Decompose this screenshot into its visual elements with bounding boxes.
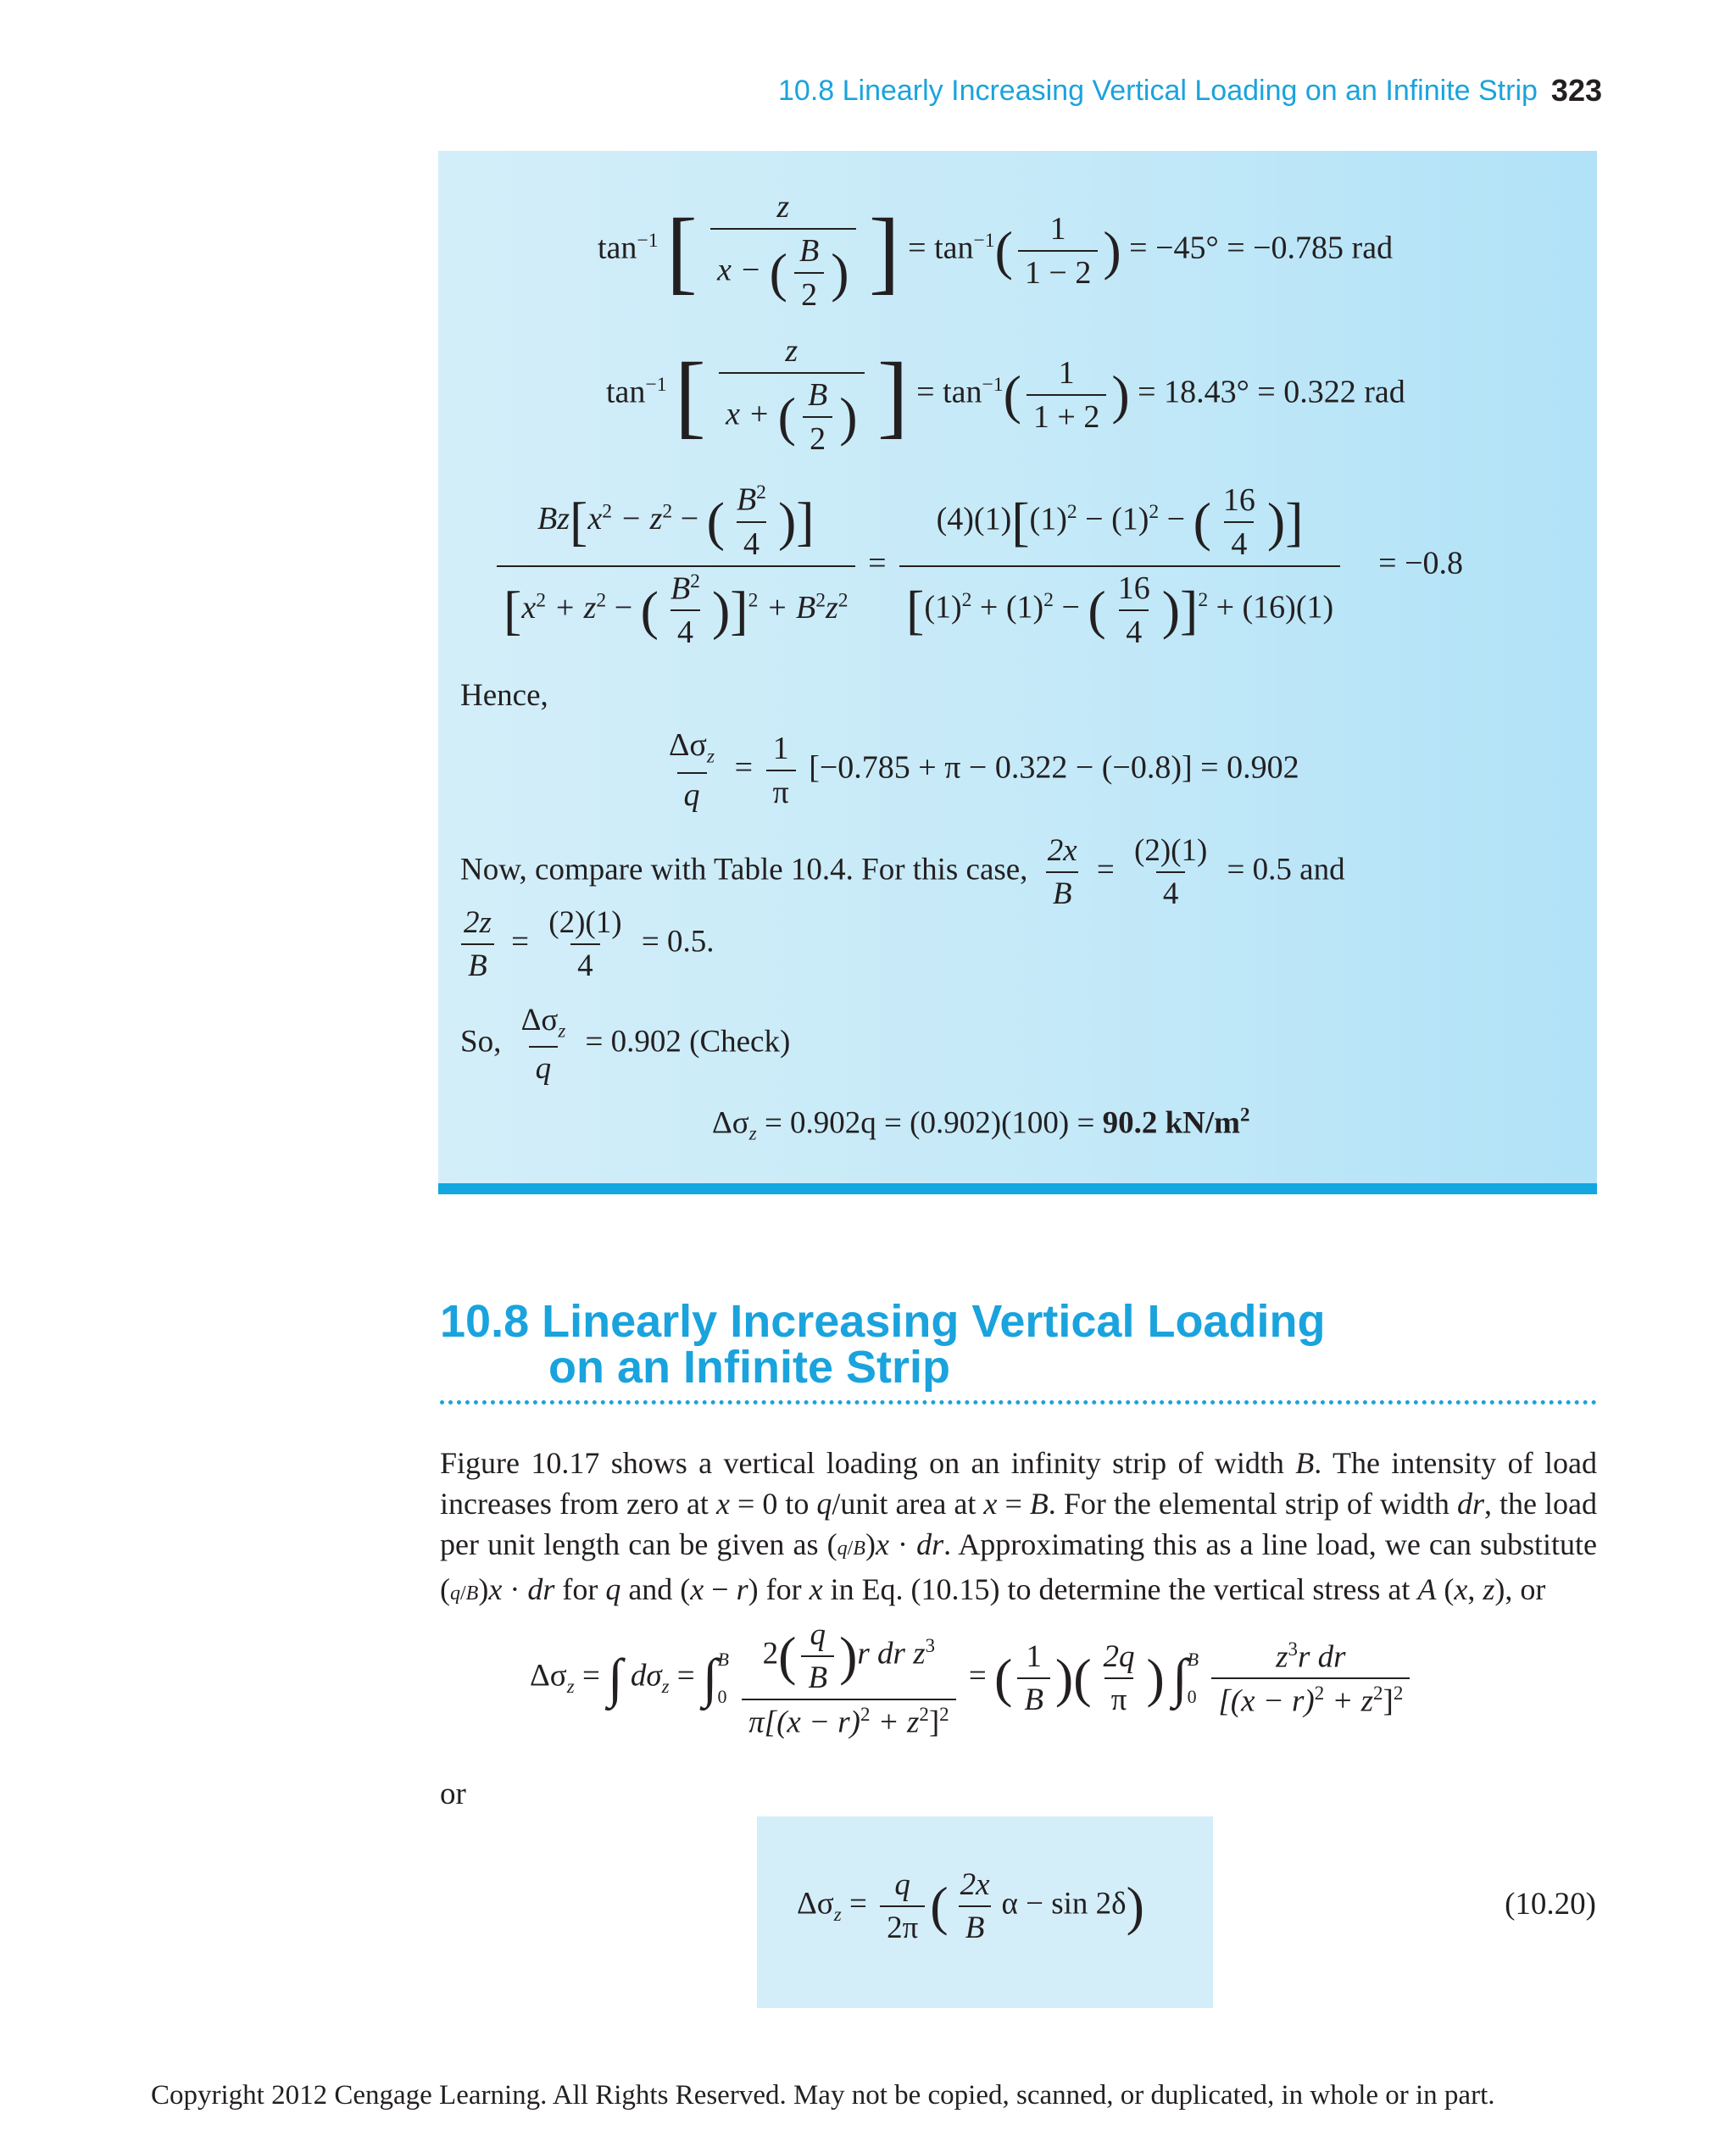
two-x: 2x bbox=[1047, 833, 1077, 868]
two-z: 2z bbox=[464, 905, 492, 940]
text: ( bbox=[1436, 1572, 1455, 1606]
var: B bbox=[1029, 1487, 1049, 1521]
z-var: z bbox=[825, 589, 838, 626]
plus-sixteen-one: + (16)(1) bbox=[1216, 589, 1334, 626]
q-var: q bbox=[810, 1617, 826, 1652]
var: q bbox=[450, 1582, 460, 1605]
plus-z: + z bbox=[870, 1705, 920, 1740]
sup-2: 2 bbox=[1149, 500, 1160, 523]
integrand-den: π[(x − r) bbox=[748, 1705, 861, 1740]
tan-func-2: tan bbox=[934, 230, 974, 266]
sub-z: z bbox=[706, 745, 715, 768]
body-paragraph bbox=[440, 1443, 1597, 1614]
plus-B: + B bbox=[765, 589, 816, 626]
q-var: q bbox=[683, 777, 700, 814]
eq1-result: = −45° = −0.785 rad bbox=[1129, 230, 1394, 266]
section-heading bbox=[440, 1296, 1326, 1393]
upper-limit: B bbox=[1187, 1649, 1199, 1671]
x-minus: x − bbox=[717, 252, 762, 288]
two: 2 bbox=[794, 272, 824, 311]
two-pi: 2π bbox=[880, 1905, 925, 1944]
text: ), or bbox=[1494, 1572, 1546, 1606]
pi: π bbox=[1104, 1677, 1134, 1716]
tan-func: tan bbox=[598, 230, 637, 266]
example-bottom-rule bbox=[438, 1183, 1597, 1194]
close-bracket: ] bbox=[928, 1705, 940, 1740]
inverse-sup-2: −1 bbox=[982, 374, 1004, 397]
close-bracket: ] bbox=[1383, 1683, 1394, 1719]
text: / bbox=[460, 1582, 466, 1605]
plus-z: + z bbox=[554, 589, 597, 626]
lower-limit: 0 bbox=[717, 1686, 727, 1708]
or-label: or bbox=[440, 1777, 466, 1811]
sup-2: 2 bbox=[602, 500, 612, 523]
integral-equation: $\Delta\sigma_z$ = ∫ $d\sigma_z$ = ∫ B 0 2( $\frac{q}{B}$ )r dr $z^3$ $\pi[(x - r)^2 + z^2]^2$ = ( $\frac{1}{B}$ )( $\frac{2q}{\pi}$ ) ∫ B 0 $\frac{z^3r dr}{[(x - r)^2 + z^2]^2}$ bbox=[530, 1619, 1415, 1738]
answer-sup: 2 bbox=[1239, 1104, 1250, 1126]
sup-2: 2 bbox=[837, 589, 849, 612]
q-var: q bbox=[894, 1867, 910, 1902]
text: . For the elemental strip of width bbox=[1048, 1487, 1457, 1521]
sub-z: z bbox=[748, 1122, 757, 1144]
text: , the load per unit length can be given as ( bbox=[440, 1487, 1597, 1561]
equation-10-20: $\Delta\sigma_z$ = $\frac{q}{2\pi}$ ( $\frac{2x}{B}$ α − sin 2δ) bbox=[797, 1867, 1144, 1945]
equals: = bbox=[676, 1658, 695, 1694]
inverse-sup: −1 bbox=[637, 230, 659, 253]
text: for bbox=[554, 1572, 606, 1606]
equals: = bbox=[968, 1658, 987, 1694]
so-tail: = 0.902 (Check) bbox=[585, 1024, 791, 1060]
equation-stress-ratio bbox=[657, 727, 1299, 814]
text: = bbox=[997, 1487, 1030, 1521]
sup-2: 2 bbox=[860, 1704, 871, 1725]
sup-2: 2 bbox=[690, 570, 700, 592]
one-paren: (1) bbox=[924, 589, 962, 626]
Bz: Bz bbox=[537, 501, 570, 537]
sup-2: 2 bbox=[748, 589, 759, 612]
var: x bbox=[488, 1572, 503, 1606]
var: q bbox=[816, 1487, 832, 1521]
r-dr-z: r dr z bbox=[857, 1636, 926, 1671]
four: 4 bbox=[1156, 871, 1186, 909]
text: = 0 to bbox=[729, 1487, 817, 1521]
num-one: 1 bbox=[1049, 211, 1066, 247]
sup-2: 2 bbox=[815, 589, 826, 612]
minus: − bbox=[1166, 501, 1186, 537]
one-paren: (1) bbox=[1029, 501, 1067, 537]
inverse-sup-2: −1 bbox=[973, 230, 995, 253]
x-var: x bbox=[521, 589, 537, 626]
text: · bbox=[502, 1572, 528, 1606]
arctan-arg-fraction: z x + ( $\frac{B}{2}$ ) bbox=[719, 335, 864, 455]
two: 2 bbox=[803, 416, 832, 455]
sup-2: 2 bbox=[1066, 500, 1077, 523]
x-plus: x + bbox=[726, 396, 771, 432]
four-times-one: (4)(1) bbox=[936, 501, 1012, 537]
two: 2 bbox=[762, 1636, 779, 1671]
B-var: B bbox=[736, 481, 757, 518]
minus: − bbox=[614, 589, 633, 626]
section-title-line2: on an Infinite Strip bbox=[548, 1342, 950, 1393]
compare-line2-tail: = 0.5. bbox=[641, 924, 715, 959]
den-one-plus-two: 1 + 2 bbox=[1027, 394, 1106, 433]
var: z bbox=[1483, 1572, 1495, 1606]
var: x bbox=[875, 1527, 889, 1561]
sup-2: 2 bbox=[662, 500, 673, 523]
text: /unit area at bbox=[832, 1487, 984, 1521]
B-var: B bbox=[807, 377, 828, 413]
sup-2: 2 bbox=[536, 589, 546, 612]
integral-sign: ∫ bbox=[1172, 1648, 1188, 1709]
four: 4 bbox=[737, 521, 766, 560]
sup-2: 2 bbox=[1393, 1683, 1404, 1705]
var: q bbox=[605, 1572, 621, 1606]
text: in Eq. (10.15) to determine the vertical stress at bbox=[822, 1572, 1418, 1606]
text: / bbox=[847, 1538, 854, 1560]
var: A bbox=[1417, 1572, 1437, 1606]
var: q bbox=[837, 1538, 848, 1560]
var: x bbox=[983, 1487, 998, 1521]
x-var: x bbox=[587, 501, 603, 537]
sub-z: z bbox=[558, 1020, 566, 1042]
B-var: B bbox=[670, 570, 691, 607]
equals: = bbox=[916, 374, 935, 410]
one: 1 bbox=[1026, 1639, 1042, 1675]
var: dr bbox=[1456, 1487, 1484, 1521]
sub-z: z bbox=[566, 1676, 575, 1698]
arctan-arg-fraction: z x − ( $\frac{B}{2}$ ) bbox=[710, 191, 855, 311]
text: − bbox=[704, 1572, 737, 1606]
compare-line-2 bbox=[452, 907, 714, 982]
eq4-body: [−0.785 + π − 0.322 − (−0.8)] = 0.902 bbox=[809, 749, 1299, 786]
compare-line bbox=[460, 835, 1345, 909]
B-var: B bbox=[468, 948, 487, 983]
sup-2: 2 bbox=[1314, 1683, 1325, 1705]
integrand-fraction: 2( $\frac{q}{B}$ )r dr $z^3$ $\pi[(x - r)^2 + z^2]^2$ bbox=[742, 1619, 955, 1738]
minus: − bbox=[1061, 589, 1080, 626]
delta-sigma: Δσ bbox=[530, 1658, 567, 1694]
sub-z: z bbox=[661, 1676, 670, 1698]
section-title-line1: Linearly Increasing Vertical Loading bbox=[542, 1296, 1326, 1347]
one: 1 bbox=[772, 730, 789, 766]
tan-func: tan bbox=[606, 374, 646, 410]
B-var: B bbox=[965, 1911, 985, 1945]
sixteen: 16 bbox=[1117, 570, 1150, 606]
equation-ratio-term bbox=[492, 481, 1464, 651]
text: , bbox=[1467, 1572, 1483, 1606]
sup-2: 2 bbox=[919, 1704, 929, 1725]
delta-sigma: Δσ bbox=[520, 1003, 559, 1037]
minus-one-paren: − (1) bbox=[1085, 501, 1149, 537]
upper-limit: B bbox=[717, 1649, 729, 1671]
eq3-result: = −0.8 bbox=[1378, 545, 1464, 581]
two-times-one: (2)(1) bbox=[548, 905, 622, 940]
equals: = bbox=[908, 230, 926, 266]
z-var: z bbox=[785, 333, 798, 369]
running-header-title: 10.8 Linearly Increasing Vertical Loading on an Infinite Strip bbox=[778, 75, 1538, 107]
var: dr bbox=[916, 1527, 944, 1561]
tan-func-2: tan bbox=[943, 374, 982, 410]
hence-label: Hence, bbox=[460, 678, 548, 713]
integrand-den-2: [(x − r) bbox=[1218, 1683, 1315, 1719]
equals: = bbox=[734, 749, 754, 786]
two-times-one: (2)(1) bbox=[1134, 833, 1208, 868]
lower-limit: 0 bbox=[1187, 1686, 1197, 1708]
text: and ( bbox=[620, 1572, 691, 1606]
var: dr bbox=[527, 1572, 555, 1606]
text: ) bbox=[478, 1572, 489, 1606]
var: x bbox=[1454, 1572, 1468, 1606]
text: Figure 10.17 shows a vertical loading on an infinity strip of width bbox=[440, 1446, 1296, 1480]
delta-sigma: Δσ bbox=[669, 727, 707, 763]
integral-sign: ∫ bbox=[702, 1648, 718, 1709]
minus: − bbox=[680, 501, 699, 537]
sup-3: 3 bbox=[1288, 1638, 1298, 1660]
integral-sign: ∫ bbox=[608, 1648, 623, 1709]
text: . Approximating this as a line load, we can substitute ( bbox=[440, 1527, 1597, 1606]
var: B bbox=[465, 1582, 479, 1605]
equals: = bbox=[868, 545, 887, 581]
equation-arctan-minus: $\tan^{-1}$ [ z x − ( $\frac{B}{2}$ ) ] = $\tan^{-1}$( $\frac{1}{1 - 2}$ ) = −45° = −0.785 rad bbox=[598, 189, 1394, 313]
alpha-minus-sin: α − sin 2δ bbox=[1001, 1886, 1127, 1922]
rhs-big-fraction: $(4)(1)[(1)^2 - (1)^2$ − ( $\frac{16}{4}$ )] [$(1)^2 + (1)^2$ − ( $\frac{16}{4}$ )]$^2$ + (16)(1) bbox=[899, 484, 1340, 648]
final-body: = 0.902q = (0.902)(100) = bbox=[756, 1105, 1103, 1141]
two-q: 2q bbox=[1103, 1639, 1135, 1675]
sup-2: 2 bbox=[1373, 1683, 1383, 1705]
section-dotted-rule bbox=[440, 1400, 1597, 1404]
delta-sigma: Δσ bbox=[712, 1105, 749, 1141]
equals: = bbox=[849, 1886, 867, 1922]
text: ) for bbox=[748, 1572, 810, 1606]
den-one-minus-two: 1 − 2 bbox=[1018, 250, 1098, 289]
B-var: B bbox=[808, 1660, 828, 1695]
text: · bbox=[888, 1527, 917, 1561]
section-number: 10.8 bbox=[440, 1296, 530, 1347]
copyright-notice: Copyright 2012 Cengage Learning. All Rights Reserved. May not be copied, scanned, or duplicated, in whole or in part. bbox=[151, 2080, 1495, 2111]
r-dr: r dr bbox=[1297, 1639, 1346, 1675]
four: 4 bbox=[570, 943, 600, 982]
equation-arctan-plus: $\tan^{-1}$ [ z x + ( $\frac{B}{2}$ ) ] = $\tan^{-1}$( $\frac{1}{1 + 2}$ ) = 18.43° = 0.322 rad bbox=[606, 333, 1405, 457]
four: 4 bbox=[1224, 521, 1254, 560]
delta-sigma: Δσ bbox=[797, 1886, 834, 1922]
sup-2: 2 bbox=[1198, 588, 1209, 611]
two-x: 2x bbox=[960, 1867, 990, 1902]
sup-2: 2 bbox=[596, 589, 607, 612]
text: . The intensity of load increases from zero at bbox=[440, 1446, 1597, 1521]
var: B bbox=[1295, 1446, 1315, 1480]
plus-one-paren: + (1) bbox=[979, 589, 1044, 626]
plus-z: + z bbox=[1324, 1683, 1374, 1719]
num-one: 1 bbox=[1058, 355, 1075, 391]
sup-2: 2 bbox=[756, 481, 766, 503]
integrand-fraction-2 bbox=[1211, 1640, 1410, 1717]
B-var: B bbox=[798, 233, 820, 269]
var: x bbox=[690, 1572, 704, 1606]
equals: = bbox=[1096, 852, 1115, 887]
lhs-big-fraction: $Bz[x^2 - z^2$ − ( $\frac{B^2}{4}$ )] [$x^2 + z^2$ − ( $\frac{B^2}{4}$ )]$^2 + B^2z^2$ bbox=[497, 483, 855, 648]
compare-text: Now, compare with Table 10.4. For this case, bbox=[460, 852, 1028, 887]
minus-z: − z bbox=[620, 501, 663, 537]
var: x bbox=[715, 1487, 730, 1521]
var: B bbox=[853, 1538, 865, 1560]
sup-2: 2 bbox=[1043, 588, 1054, 611]
inverse-sup: −1 bbox=[645, 374, 667, 397]
pi: π bbox=[766, 770, 796, 809]
equals: = bbox=[581, 1658, 600, 1694]
equation-number: (10.20) bbox=[1505, 1887, 1596, 1922]
final-answer: 90.2 kN/m bbox=[1102, 1105, 1240, 1141]
so-line bbox=[460, 1003, 791, 1087]
final-stress-equation bbox=[712, 1106, 1249, 1144]
q-var: q bbox=[535, 1051, 552, 1087]
text: ) bbox=[865, 1527, 876, 1561]
var: r bbox=[736, 1572, 748, 1606]
B-var: B bbox=[1024, 1683, 1043, 1718]
eq2-result: = 18.43° = 0.322 rad bbox=[1138, 374, 1405, 410]
B-var: B bbox=[1052, 876, 1072, 911]
page-number: 323 bbox=[1550, 73, 1602, 108]
sup-3: 3 bbox=[925, 1635, 936, 1657]
sub-z: z bbox=[833, 1903, 842, 1925]
four: 4 bbox=[670, 609, 700, 648]
sup-2: 2 bbox=[961, 588, 972, 611]
z-var: z bbox=[1276, 1639, 1288, 1675]
var: x bbox=[809, 1572, 823, 1606]
sup-2: 2 bbox=[939, 1704, 949, 1725]
sixteen: 16 bbox=[1222, 481, 1255, 518]
compare-tail: = 0.5 and bbox=[1227, 852, 1345, 887]
d-sigma: dσ bbox=[630, 1658, 662, 1694]
z-var: z bbox=[776, 189, 790, 225]
so-label: So, bbox=[460, 1024, 502, 1060]
four: 4 bbox=[1119, 609, 1149, 648]
equals: = bbox=[511, 924, 530, 959]
